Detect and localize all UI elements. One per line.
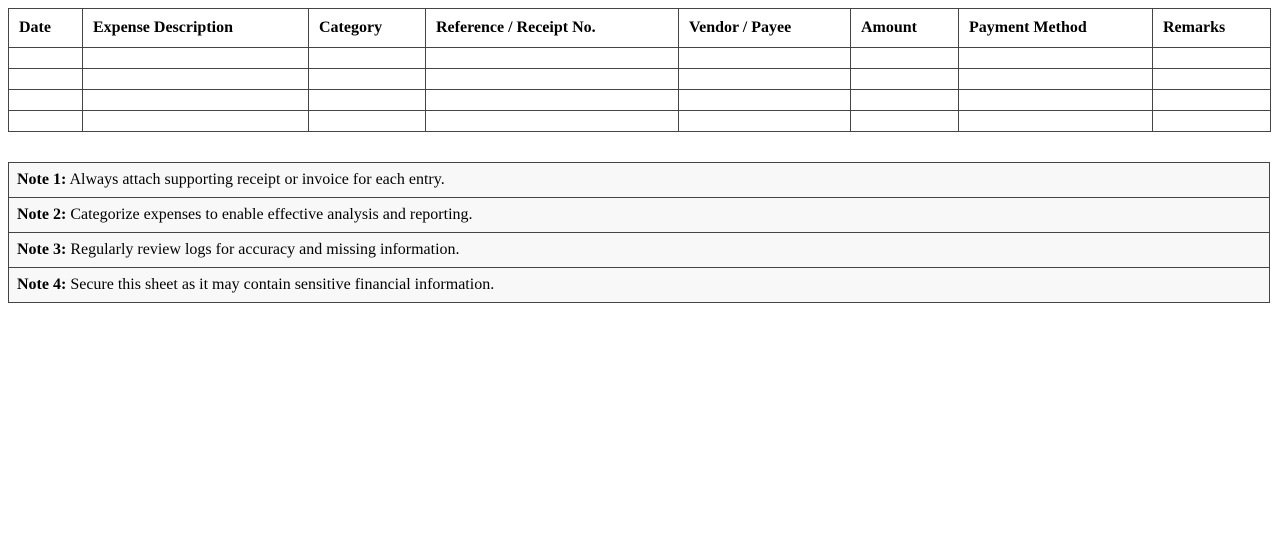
table-row: [9, 111, 1271, 132]
column-header-reference-receipt-no: Reference / Receipt No.: [426, 9, 679, 48]
note-label: Note 4:: [17, 276, 67, 293]
column-header-remarks: Remarks: [1153, 9, 1271, 48]
column-header-payment-method: Payment Method: [959, 9, 1153, 48]
table-cell[interactable]: [959, 90, 1153, 111]
notes-table: [8, 162, 1270, 303]
table-cell[interactable]: [959, 69, 1153, 90]
note-item: [9, 268, 1270, 303]
table-cell[interactable]: [851, 90, 959, 111]
note-row: [9, 198, 1270, 233]
header-row: [9, 9, 1271, 48]
table-cell[interactable]: [83, 90, 309, 111]
note-text: Categorize expenses to enable effective analysis and reporting.: [70, 206, 473, 223]
table-cell[interactable]: [851, 69, 959, 90]
note-item: [9, 163, 1270, 198]
note-row: [9, 233, 1270, 268]
note-row: [9, 268, 1270, 303]
table-cell[interactable]: [1153, 111, 1271, 132]
table-cell[interactable]: [851, 111, 959, 132]
table-cell[interactable]: [9, 48, 83, 69]
table-cell[interactable]: [9, 69, 83, 90]
column-header-vendor-payee: Vendor / Payee: [679, 9, 851, 48]
table-cell[interactable]: [1153, 90, 1271, 111]
table-cell[interactable]: [426, 90, 679, 111]
table-cell[interactable]: [959, 111, 1153, 132]
table-cell[interactable]: [426, 111, 679, 132]
table-cell[interactable]: [309, 69, 426, 90]
note-item: [9, 233, 1270, 268]
table-cell[interactable]: [83, 48, 309, 69]
table-row: [9, 69, 1271, 90]
table-cell[interactable]: [959, 48, 1153, 69]
note-text: Secure this sheet as it may contain sensitive financial information.: [70, 276, 495, 293]
column-header-date: Date: [9, 9, 83, 48]
table-cell[interactable]: [1153, 48, 1271, 69]
note-label: Note 1:: [17, 171, 67, 188]
table-cell[interactable]: [309, 48, 426, 69]
note-row: [9, 163, 1270, 198]
note-item: [9, 198, 1270, 233]
column-header-expense-description: Expense Description: [83, 9, 309, 48]
table-cell[interactable]: [426, 69, 679, 90]
table-cell[interactable]: [679, 111, 851, 132]
table-cell[interactable]: [83, 111, 309, 132]
note-text: Always attach supporting receipt or invoice for each entry.: [69, 171, 445, 188]
table-cell[interactable]: [83, 69, 309, 90]
table-cell[interactable]: [1153, 69, 1271, 90]
note-label: Note 2:: [17, 206, 67, 223]
table-row: [9, 48, 1271, 69]
table-cell[interactable]: [9, 90, 83, 111]
table-cell[interactable]: [679, 90, 851, 111]
column-header-amount: Amount: [851, 9, 959, 48]
table-cell[interactable]: [679, 69, 851, 90]
table-cell[interactable]: [426, 48, 679, 69]
expense-log-table: [8, 8, 1271, 132]
table-cell[interactable]: [9, 111, 83, 132]
table-row: [9, 90, 1271, 111]
note-label: Note 3:: [17, 241, 67, 258]
column-header-category: Category: [309, 9, 426, 48]
note-text: Regularly review logs for accuracy and missing information.: [70, 241, 460, 258]
table-cell[interactable]: [309, 90, 426, 111]
table-cell[interactable]: [309, 111, 426, 132]
table-cell[interactable]: [679, 48, 851, 69]
table-cell[interactable]: [851, 48, 959, 69]
